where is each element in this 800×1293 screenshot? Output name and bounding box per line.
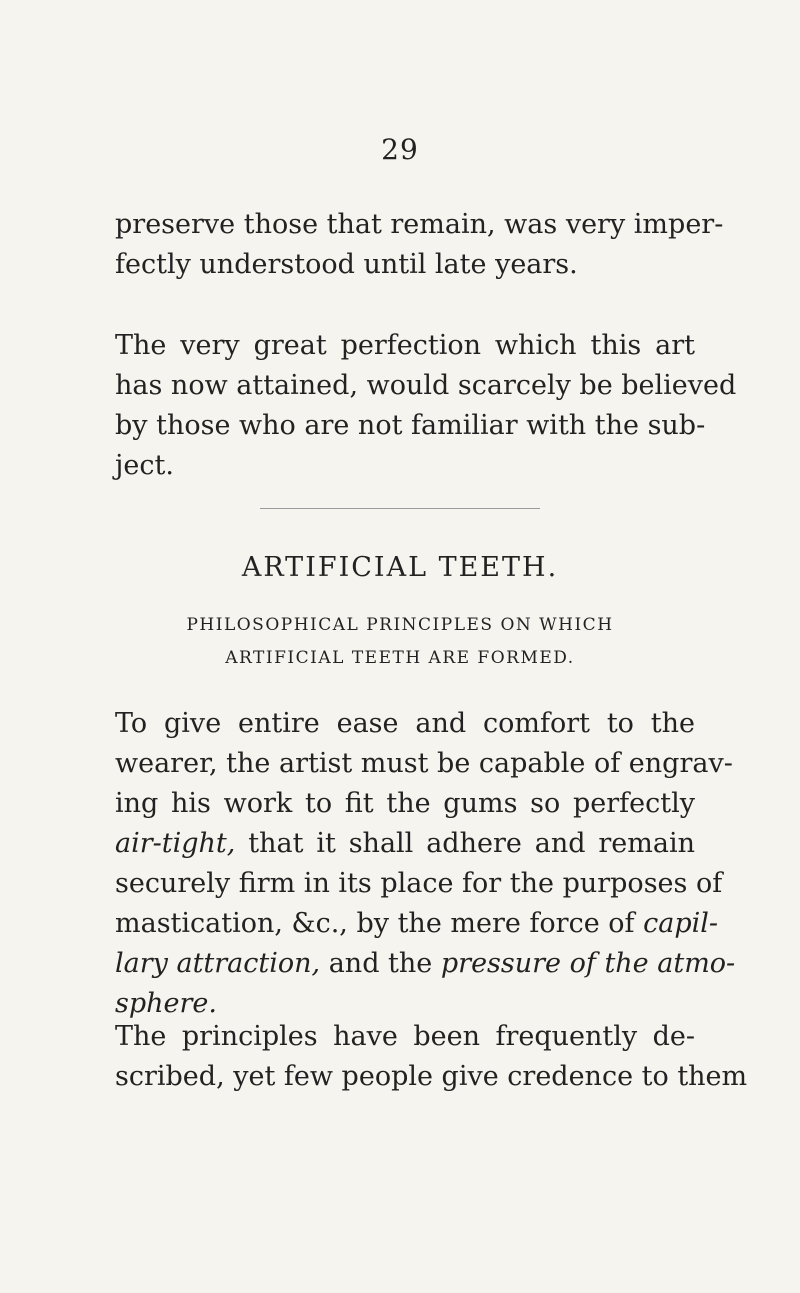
text-line: ing his work to fit the gums so perfectly bbox=[115, 788, 695, 819]
paragraph-ease-comfort bbox=[115, 704, 736, 1024]
text-line: securely firm in its place for the purposes of bbox=[115, 868, 723, 899]
section-subheading-line: PHILOSOPHICAL PRINCIPLES ON WHICH bbox=[186, 615, 614, 635]
text-line bbox=[115, 824, 695, 864]
italic-term: pressure of the atmo- bbox=[440, 948, 736, 979]
paragraph-preserve bbox=[115, 205, 724, 285]
text-line: fectly understood until late years. bbox=[115, 249, 578, 280]
italic-term: sphere. bbox=[115, 988, 217, 1019]
text-line: To give entire ease and comfort to the bbox=[115, 708, 695, 739]
section-divider bbox=[260, 508, 540, 509]
text-line: by those who are not familiar with the sub- bbox=[115, 410, 706, 441]
paragraph-principles bbox=[115, 1017, 748, 1097]
text-line: ject. bbox=[115, 450, 174, 481]
text-fragment: and the bbox=[320, 948, 441, 979]
page-number: 29 bbox=[381, 133, 419, 166]
section-heading: ARTIFICIAL TEETH. bbox=[241, 552, 559, 583]
text-line: The very great perfection which this art bbox=[115, 330, 695, 361]
text-line: has now attained, would scarcely be believed bbox=[115, 370, 737, 401]
text-fragment: mastication, &c., by the mere force of bbox=[115, 908, 644, 939]
text-line bbox=[115, 944, 736, 984]
paragraph-perfection bbox=[115, 326, 737, 486]
text-line: preserve those that remain, was very imper- bbox=[115, 209, 724, 240]
text-line: The principles have been frequently de- bbox=[115, 1021, 695, 1052]
text-line: scribed, yet few people give credence to them bbox=[115, 1061, 748, 1092]
section-subheading-line: ARTIFICIAL TEETH ARE FORMED. bbox=[225, 648, 575, 668]
italic-term: capil- bbox=[643, 908, 719, 939]
text-fragment: that it shall adhere and remain bbox=[235, 828, 695, 859]
italic-term: lary attraction, bbox=[115, 948, 321, 979]
text-line: wearer, the artist must be capable of engrav- bbox=[115, 748, 733, 779]
text-line bbox=[115, 904, 719, 944]
italic-term: air-tight, bbox=[115, 828, 236, 859]
